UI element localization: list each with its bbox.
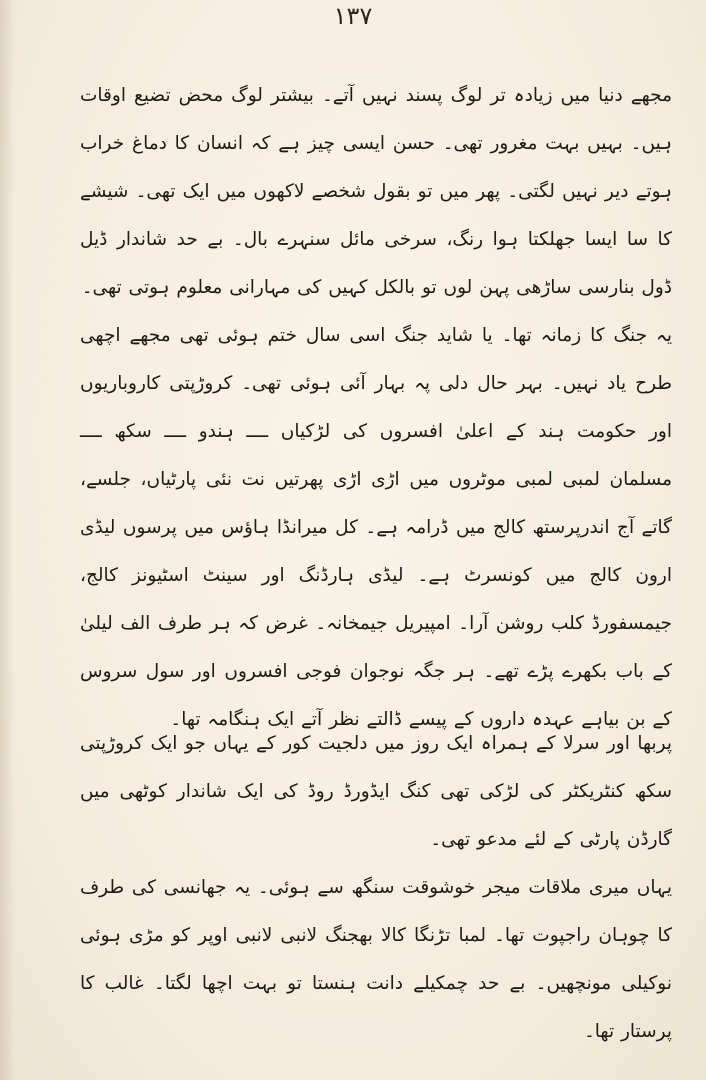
page-number: ۱۳۷ <box>333 2 373 30</box>
spine-shadow <box>0 0 14 1080</box>
paragraph-1: مجھے دنیا میں زیادہ تر لوگ پسند نہیں آتے۔ بیشتر لوگ محض تضیع اوقات ہیں۔ بہیں بہت مغرور تھی۔ حسن ایسی چیز ہے کہ انسان کا دماغ خراب ہوتے دیر نہیں لگتی۔ پھر میں تو بقول شخصے لاکھوں میں ایک تھی۔ شیشے کا سا ایسا جھلکتا ہوا رنگ، سرخی مائل سنہرے بال۔ بے حد شاندار ڈیل ڈول بنارسی ساڑھی پہن لوں تو بالکل کہیں کی مہارانی معلوم ہوتی تھی۔ <box>80 85 672 298</box>
paragraph-4: یہاں میری ملاقات میجر خوشوقت سنگھ سے ہوئی۔ یہ جھانسی کی طرف کا چوہان راجپوت تھا۔ لمبا تڑنگا کالا بھجنگ لانبی لانبی اوپر کو مڑی ہوئی نوکیلی مونچھیں۔ بے حد چمکیلے دانت ہنستا تو بہت اچھا لگتا۔ غالب کا پرستار تھا۔ <box>80 877 672 1042</box>
paragraph-2: یہ جنگ کا زمانہ تھا۔ یا شاید جنگ اسی سال ختم ہوئی تھی مجھے اچھی طرح یاد نہیں۔ بہر حال دلی پہ بہار آئی ہوئی تھی۔ کروڑپتی کاروباریوں اور حکومت ہند کے اعلیٰ افسروں کی لڑکیاں ــــ ہندو ــــ سکھ ــــ مسلمان لمبی لمبی موٹروں میں اڑی اڑی پھرتیں نت نئی پارٹیاں، جلسے، گاتے آج اندرپرستھ کالج میں ڈرامہ ہے۔ کل میرانڈا ہاؤس میں پرسوں لیڈی ارون کالج میں کونسرٹ ہے۔ لیڈی ہارڈنگ اور سینٹ اسٹیونز کالج، جیمسفورڈ کلب روشن آرا۔ امپیریل جیمخانہ۔ غرض کہ ہر طرف الف لیلیٰ کے باب بکھرے پڑے تھے۔ ہر جگہ نوجوان فوجی افسروں اور سول سروس کے بن بیاہے عہدہ داروں کے پیسے ڈالتے نظر آتے ایک ہنگامہ تھا۔ <box>80 325 672 730</box>
paragraph-3: پربھا اور سرلا کے ہمراہ ایک روز میں دلجیت کور کے یہاں جو ایک کروڑپتی سکھ کنٹریکٹر کی لڑکی تھی کنگ ایڈورڈ روڈ کی ایک شاندار کوٹھی میں گارڈن پارٹی کے لئے مدعو تھی۔ <box>80 733 672 850</box>
